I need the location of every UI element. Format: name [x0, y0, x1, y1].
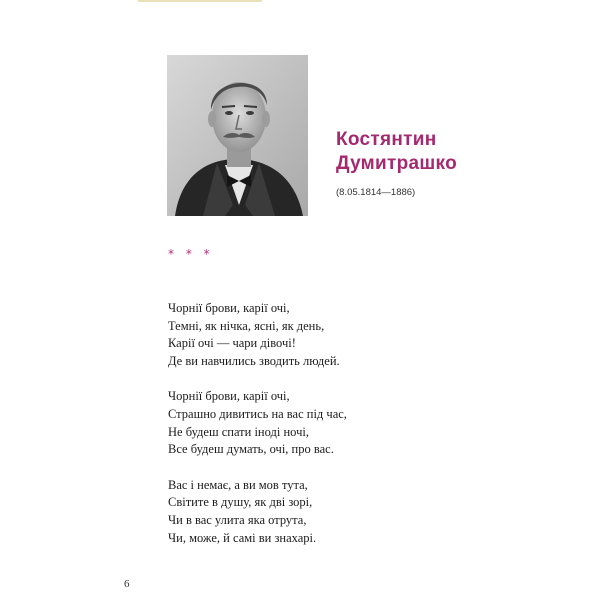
poem-line: Вас і немає, а ви мов тута,: [168, 477, 308, 492]
poem-line: Чорнії брови, карії очі,: [168, 389, 290, 404]
page-number: 6: [124, 578, 130, 590]
author-last-name: Думитрашко: [336, 153, 457, 174]
portrait-photo-icon: [167, 55, 308, 216]
author-name: [336, 128, 457, 176]
page-top-mark: [138, 0, 262, 2]
poem-stanza: [168, 388, 347, 458]
author-portrait: [167, 55, 308, 216]
poem-line: Страшно дивитись на вас під час,: [168, 406, 347, 421]
poem-line: Чи в вас улита яка отрута,: [168, 512, 307, 527]
poem: [168, 300, 347, 565]
poem-stanza: [168, 477, 347, 547]
author-life-dates: (8.05.1814—1886): [336, 187, 416, 198]
poem-line: Все будеш думать, очі, про вас.: [168, 442, 334, 457]
poem-line: Де ви навчились зводить людей.: [168, 353, 340, 368]
poem-line: Не будеш спати іноді ночі,: [168, 424, 309, 439]
poem-line: Чорнії брови, карії очі,: [168, 301, 290, 315]
poem-line: Чи, може, й самі ви знахарі.: [168, 530, 317, 545]
section-separator: * * *: [168, 247, 214, 261]
poem-line: Темні, як нічка, ясні, як день,: [168, 318, 325, 333]
poem-stanza: [168, 300, 347, 370]
author-first-name: Костянтин: [336, 129, 437, 150]
poem-line: Світите в душу, як дві зорі,: [168, 495, 313, 510]
poem-line: Карії очі — чари дівочі!: [168, 336, 296, 351]
